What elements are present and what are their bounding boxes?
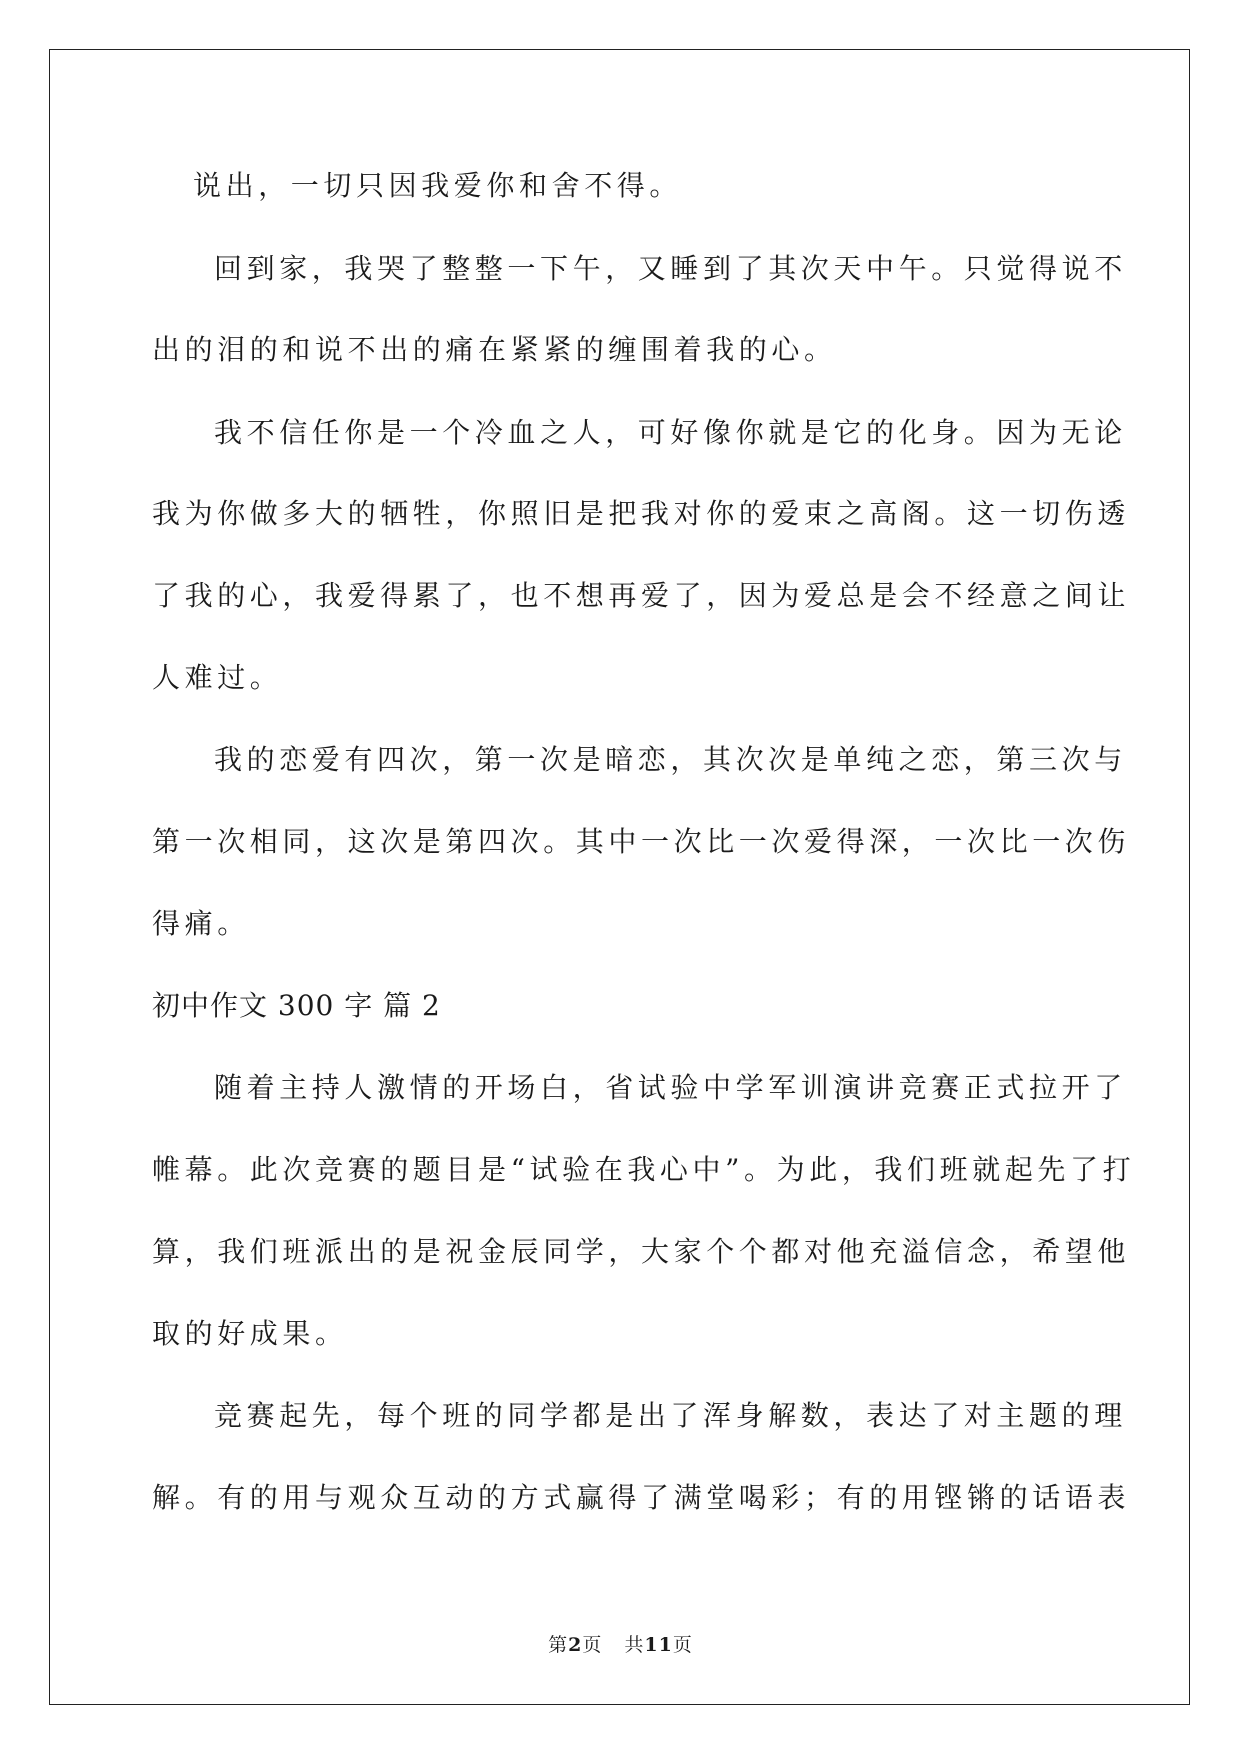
page-prefix: 第 [548, 1634, 569, 1656]
paragraph-line: 我的恋爱有四次，第一次是暗恋，其次次是单纯之恋，第三次与 [214, 743, 1127, 776]
paragraph-line: 得痛。 [152, 907, 250, 940]
paragraph-line: 出的泪的和说不出的痛在紧紧的缠围着我的心。 [152, 333, 837, 366]
paragraph-line: 取的好成果。 [152, 1317, 348, 1350]
total-suffix: 页 [672, 1634, 693, 1656]
paragraph-line: 帷幕。此次竞赛的题目是“试验在我心中”。为此，我们班就起先了打 [152, 1153, 1136, 1186]
paragraph-line: 了我的心，我爱得累了，也不想再爱了，因为爱总是会不经意之间让 [152, 579, 1131, 612]
paragraph-line: 解。有的用与观众互动的方式赢得了满堂喝彩；有的用铿锵的话语表 [152, 1481, 1131, 1514]
page-current: 2 [568, 1634, 583, 1656]
section-heading: 初中作文 300 字 篇 2 [152, 989, 441, 1022]
paragraph-line: 第一次相同，这次是第四次。其中一次比一次爱得深，一次比一次伤 [152, 825, 1131, 858]
page-frame [49, 49, 1190, 1705]
page-footer [0, 1632, 1241, 1658]
total-prefix: 共 [624, 1634, 645, 1656]
page-total: 11 [644, 1634, 673, 1656]
paragraph-line: 竞赛起先，每个班的同学都是出了浑身解数，表达了对主题的理 [214, 1399, 1127, 1432]
paragraph-line: 说出，一切只因我爱你和舍不得。 [193, 169, 683, 202]
paragraph-line: 随着主持人激情的开场白，省试验中学军训演讲竞赛正式拉开了 [214, 1071, 1127, 1104]
paragraph-line: 我为你做多大的牺牲，你照旧是把我对你的爱束之高阁。这一切伤透 [152, 497, 1131, 530]
paragraph-line: 人难过。 [152, 661, 283, 694]
paragraph-line: 算，我们班派出的是祝金辰同学，大家个个都对他充溢信念，希望他 [152, 1235, 1131, 1268]
paragraph-line: 我不信任你是一个冷血之人，可好像你就是它的化身。因为无论 [214, 416, 1127, 449]
page-mid: 页 [582, 1634, 603, 1656]
paragraph-line: 回到家，我哭了整整一下午，又睡到了其次天中午。只觉得说不 [214, 252, 1127, 285]
